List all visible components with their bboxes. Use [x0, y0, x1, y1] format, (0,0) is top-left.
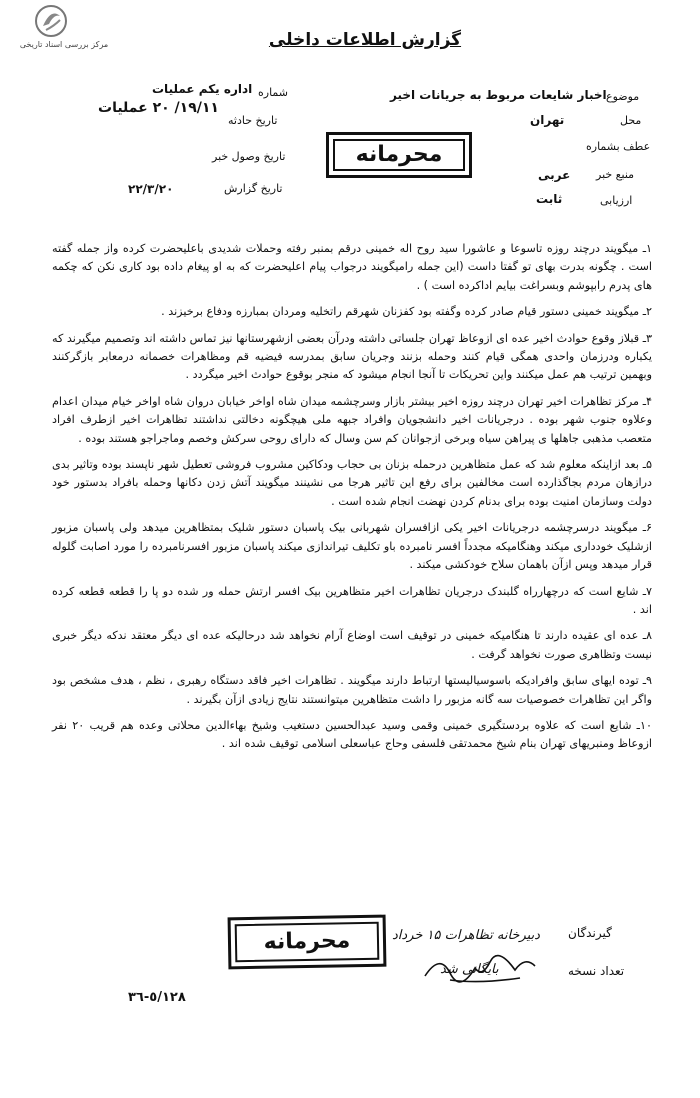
confidential-stamp-top: محرمانه: [326, 132, 472, 178]
paragraph-9: ۹ـ توده ایهای سابق وافرادیکه باسوسیالیستها ارتباط دارند میگویند . تظاهرات اخیر فاقد دستگاه رهبری ، نظم ، هدف مشخص بود واگر این تظاهرات خصوصیات سه گانه مزبور را داشت متظاهرین میتوانستند نتایج زیادی ازآن بگیرند .: [52, 674, 652, 706]
subject-value: اخبار شایعات مربوط به جریانات اخیر: [390, 88, 607, 102]
report-date-label: تاریخ گزارش: [224, 182, 283, 195]
copies-label: تعداد نسخه: [568, 964, 625, 978]
incident-date-label: تاریخ حادثه: [228, 114, 278, 127]
source-value: عربی: [538, 168, 571, 182]
location-label: محل: [620, 114, 642, 127]
paragraph-4: ۴ـ مرکز تظاهرات اخیر تهران درچند روزه اخیر بیشتر بازار وسرچشمه میدان شاه اواخر خیابان دروان شاه اواخر خیام میدان اعدام وعلاوه جنوب شهر بوده . درجریانات اخیر دانشجویان وافراد جبهه ملی هیچگونه دخالتی نداشتند تظاهرات اخیر ازطرف افراد متعصب مذهبی جاهلها ی پیراهن سیاه وبرخی ازجوانان کم سن وسال که دارای روحی سرکش وخصم وماجراجو هستند بوده .: [52, 394, 652, 445]
paragraph-3: ۳ـ قبلاز وقوع حوادث اخیر عده ای ازوعاظ تهران جلساتی داشته ودرآن بعضی ازشهرستانها نیز تماس داشته اند وتصمیم میگیرند که یکباره ودرزمان واحدی همگی قیام کنند وحمله بزنند وجریان سابق بمدرسه فیضیه قم ومظاهرات خصمانه درمعابر بازگرکنند وبهمین ترتیب هم عمل میکنند واین تحریکات تا آنجا انجام میشود که منجر بوقوع حوادث اخیر میگردد .: [52, 331, 652, 382]
document-title: گزارش اطلاعات داخلی: [268, 30, 462, 50]
paragraph-5: ۵ـ بعد ازاینکه معلوم شد که عمل متظاهرین درحمله بزنان بی حجاب ودکاکین مشروب فروشی تعطیل شهر ناپسند بوده وتاثیر بدی درازهان مردم بجاگذارده است مخالفین برای رفع این تاثیر هرجا می نشینند میگویند آتش زدن دکانها وحمله بافراد بدستور خود دولت وسازمان امنیت بوده برای بدنام کردن نهضت انجام شده است .: [52, 458, 652, 508]
archive-logo: [34, 4, 68, 38]
paragraph-7: ۷ـ شایع است که درچهارراه گلبندک درجریان تظاهرات اخیر متظاهرین بیک افسر ارتش حمله ور شده دو پا را قطعه قطعه کرده اند .: [52, 584, 652, 616]
subject-label: موضوع: [606, 90, 640, 103]
copies-value: بایگانی شد: [440, 962, 499, 977]
archive-logo-text: مرکز بررسی اسناد تاریخی: [19, 40, 109, 49]
attachment-label: عطف بشماره: [586, 140, 651, 153]
paragraph-8: ۸ـ عده ای عقیده دارند تا هنگامیکه خمینی در توقیف است اوضاع آرام نخواهد شد درحالیکه عده ای دیگر معتقد ندکه دیگر خبری نیست وتظاهری صورت نخواهد گرفت .: [52, 629, 652, 661]
source-label: منبع خبر: [596, 168, 635, 181]
incident-date-value: ۱۹/۱۱/ ۲۰ عملیات: [98, 100, 219, 116]
report-body: [52, 240, 652, 762]
archive-logo-icon: [34, 4, 68, 38]
paragraph-2: ۲ـ میگویند خمینی دستور قیام صادر کرده وگفته بود کفزنان شهرقم راتخلیه ومردان بمبارزه ودفاع برخیزند .: [161, 305, 652, 319]
paragraph-6: ۶ـ میگویند درسرچشمه درجریانات اخیر یکی ازافسران شهربانی بیک پاسبان دستور شلیک بمتظاهرین میدهد ولی پاسبان مزبور ازشلیک خودداری میکند وهنگامیکه مجدداً افسر نامبرده باو تکلیف تیراندازی میکند پاسبان مزبور افسرنامبرده را مورد اصابت گلوله قرار میدهد وپس ازآن باهمان سلاح خودکشی میکند .: [52, 521, 652, 572]
evaluation-label: ارزیابی: [600, 194, 633, 207]
location-value: تهران: [530, 113, 565, 127]
recipients-value: دبیرخانه تظاهرات ۱۵ خرداد: [392, 928, 540, 943]
signature-icon: [420, 948, 540, 988]
report-date-value: ۲۲/۳/۲۰: [128, 182, 174, 196]
document-number: ٥/١٢٨-٣٦: [128, 990, 186, 1005]
confidential-stamp-bottom: محرمانه: [228, 915, 387, 970]
receipt-date-label: تاریخ وصول خبر: [212, 150, 286, 163]
paragraph-1: ۱ـ میگویند درچند روزه تاسوعا و عاشورا سید روح اله خمینی درقم بمنبر رفته وحملات شدیدی باعلیحضرت کرده واز جمله گفته است . چگونه بدرت بهای تو گفتا داست (این جمله رامیگویند درجواب پیام اعلیحضرت که به او پیغام داده بود کاری نکن که چکمه های پدرم رابپوشم وبسراغت بیایم اداکرده است ) .: [52, 242, 652, 292]
recipients-label: گیرندگان: [568, 926, 612, 940]
evaluation-value: ثابت: [536, 192, 563, 206]
number-label: شماره: [258, 86, 289, 99]
paragraph-10: ۱۰ـ شایع است که علاوه بردستگیری خمینی وقمی وسید عبدالحسین دستغیب وشیخ بهاءالدین محلاتی وعده هم قریب ۲۰ نفر ازوعاظ ومنبریهای تهران بنام شیخ محمدتقی فلسفی وحاج عباسعلی اسلامی توقیف شده اند .: [52, 718, 652, 751]
number-value: اداره یکم عملیات: [152, 82, 253, 96]
